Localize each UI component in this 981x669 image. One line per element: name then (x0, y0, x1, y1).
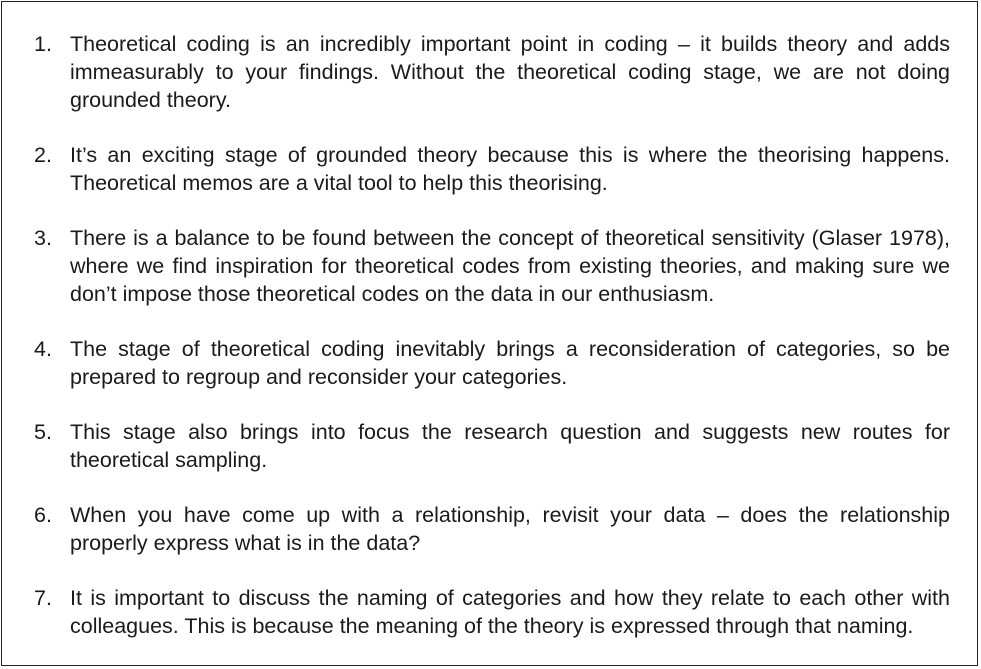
item-number: 6. (34, 503, 52, 527)
list-item (34, 335, 950, 391)
item-text: It’s an exciting stage of grounded theory because this is where the theorising happens. Theoretical memos are a vital tool to help this theorising. (70, 143, 950, 195)
list-item (34, 584, 950, 640)
item-text: When you have come up with a relationship, revisit your data – does the relationship properly express what is in the data? (70, 503, 950, 555)
list-item (34, 418, 950, 474)
item-number: 1. (34, 32, 52, 56)
list-item (34, 141, 950, 197)
item-text: Theoretical coding is an incredibly important point in coding – it builds theory and adds immeasurably to your findings. Without the theoretical coding stage, we are not doing grounded theory. (70, 32, 950, 112)
boxed-list-frame (1, 1, 978, 666)
item-number: 5. (34, 420, 52, 444)
item-text: There is a balance to be found between the concept of theoretical sensitivity (Glaser 1978), where we find inspiration for theoretical codes from existing theories, and making sure we don’t impose those theoretical codes on the data in our enthusiasm. (70, 226, 950, 306)
item-text: This stage also brings into focus the research question and suggests new routes for theoretical sampling. (70, 420, 950, 472)
list-item (34, 224, 950, 308)
list-item (34, 501, 950, 557)
numbered-list (34, 30, 950, 667)
list-item (34, 30, 950, 114)
item-text: It is important to discuss the naming of categories and how they relate to each other with colleagues. This is because the meaning of the theory is expressed through that naming. (70, 586, 950, 638)
item-text: The stage of theoretical coding inevitably brings a reconsideration of categories, so be prepared to regroup and reconsider your categories. (70, 337, 950, 389)
item-number: 3. (34, 226, 52, 250)
item-number: 7. (34, 586, 52, 610)
item-number: 2. (34, 143, 52, 167)
item-number: 4. (34, 337, 52, 361)
